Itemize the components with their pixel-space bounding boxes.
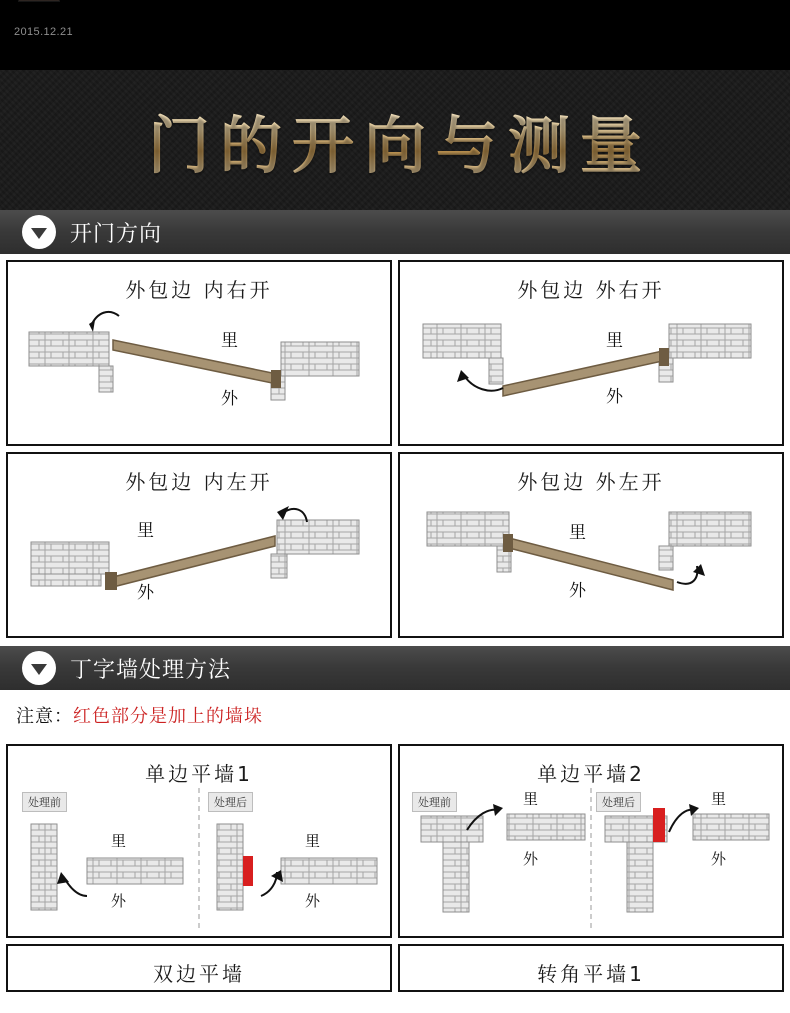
svg-text:外: 外 (711, 850, 727, 868)
section-header-t-wall (0, 646, 790, 690)
svg-text:外: 外 (137, 583, 154, 603)
note-highlight: 红色部分是加上的墙垛 (73, 706, 263, 727)
svg-text:里: 里 (305, 832, 321, 850)
svg-text:里: 里 (606, 331, 623, 351)
door-panel-grid (0, 254, 790, 638)
door-panel (6, 452, 392, 638)
panel-title: 转角平墙1 (537, 962, 645, 986)
panel-title: 外包边 外左开 (517, 470, 665, 494)
note-prefix: 注意： (16, 706, 73, 727)
door-diagram-outer-right (400, 262, 782, 444)
door-diagram-inner-right (8, 262, 390, 444)
wall-panel (398, 944, 784, 992)
wall-panel (6, 944, 392, 992)
before-tag: 处理前 (22, 792, 67, 812)
svg-text:里: 里 (111, 832, 127, 850)
section-title: 丁字墙处理方法 (70, 657, 232, 683)
section-header-door-direction (0, 210, 790, 254)
after-tag: 处理后 (208, 792, 253, 812)
wall-diagram-single-flat-2 (400, 746, 782, 936)
section-title: 开门方向 (70, 221, 163, 247)
door-panel (398, 452, 784, 638)
svg-text:里: 里 (523, 790, 539, 808)
panel-title: 外包边 内右开 (125, 278, 273, 302)
chevron-down-circle-icon (22, 215, 56, 249)
panel-title: 外包边 外右开 (517, 278, 665, 302)
page-title: 门的开向与测量 (138, 96, 652, 185)
door-diagram-outer-left (400, 454, 782, 636)
svg-text:外: 外 (606, 387, 623, 407)
panel-title: 外包边 内左开 (125, 470, 273, 494)
after-tag: 处理后 (596, 792, 641, 812)
before-tag: 处理前 (412, 792, 457, 812)
panel-title: 单边平墙1 (145, 762, 253, 786)
product-thumbnail (18, 0, 60, 2)
svg-text:里: 里 (221, 331, 238, 351)
section-note (0, 690, 790, 738)
svg-text:里: 里 (569, 523, 586, 543)
wall-panel (6, 744, 392, 938)
post-date: 2015.12.21 (14, 26, 74, 38)
panel-title: 单边平墙2 (537, 762, 645, 786)
door-diagram-inner-left (8, 454, 390, 636)
wall-panel-grid (0, 738, 790, 992)
svg-text:外: 外 (569, 581, 586, 601)
svg-text:外: 外 (305, 892, 321, 910)
panel-title: 双边平墙 (153, 962, 245, 986)
svg-text:外: 外 (221, 389, 238, 409)
hero-banner (0, 70, 790, 210)
chevron-down-circle-icon (22, 651, 56, 685)
svg-text:外: 外 (111, 892, 127, 910)
wall-panel (398, 744, 784, 938)
svg-text:里: 里 (711, 790, 727, 808)
door-panel (398, 260, 784, 446)
svg-text:里: 里 (137, 521, 154, 541)
wall-diagram-single-flat-1 (8, 746, 390, 936)
svg-text:外: 外 (523, 850, 539, 868)
door-panel (6, 260, 392, 446)
top-strip (0, 0, 790, 70)
